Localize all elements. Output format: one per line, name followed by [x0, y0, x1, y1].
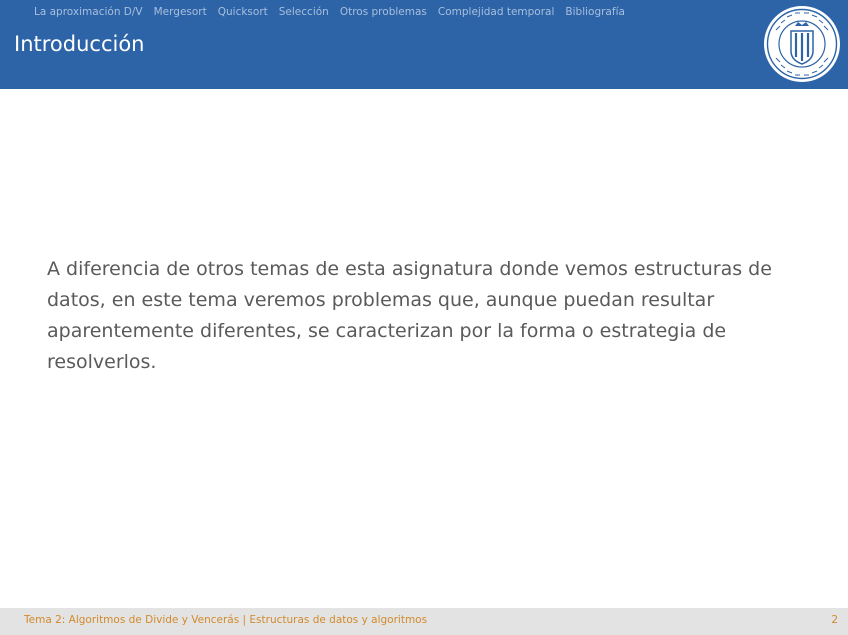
intro-paragraph: A diferencia de otros temas de esta asignatura donde vemos estructuras de datos, en este tema veremos problemas que, aunque puedan resultar aparentemente diferentes, se caracterizan por la forma o estrategia de resolverlos. [47, 258, 772, 373]
nav-item-complejidad[interactable]: Complejidad temporal [437, 6, 555, 18]
nav-item-mergesort[interactable]: Mergesort [153, 6, 207, 18]
slide-header [0, 0, 848, 89]
university-seal-icon [762, 4, 842, 84]
footer-course-title: Tema 2: Algoritmos de Divide y Vencerás | Estructuras de datos y algoritmos [24, 614, 428, 626]
nav-item-aproximacion[interactable]: La aproximación D/V [34, 6, 143, 18]
nav-item-otros-problemas[interactable]: Otros problemas [339, 6, 427, 18]
section-navigation [34, 6, 625, 18]
slide-title: Introducción [14, 32, 145, 56]
nav-item-seleccion[interactable]: Selección [278, 6, 329, 18]
nav-item-bibliografia[interactable]: Bibliografía [565, 6, 625, 18]
page-number: 2 [831, 614, 838, 626]
nav-item-quicksort[interactable]: Quicksort [217, 6, 268, 18]
slide-footer [0, 608, 848, 635]
